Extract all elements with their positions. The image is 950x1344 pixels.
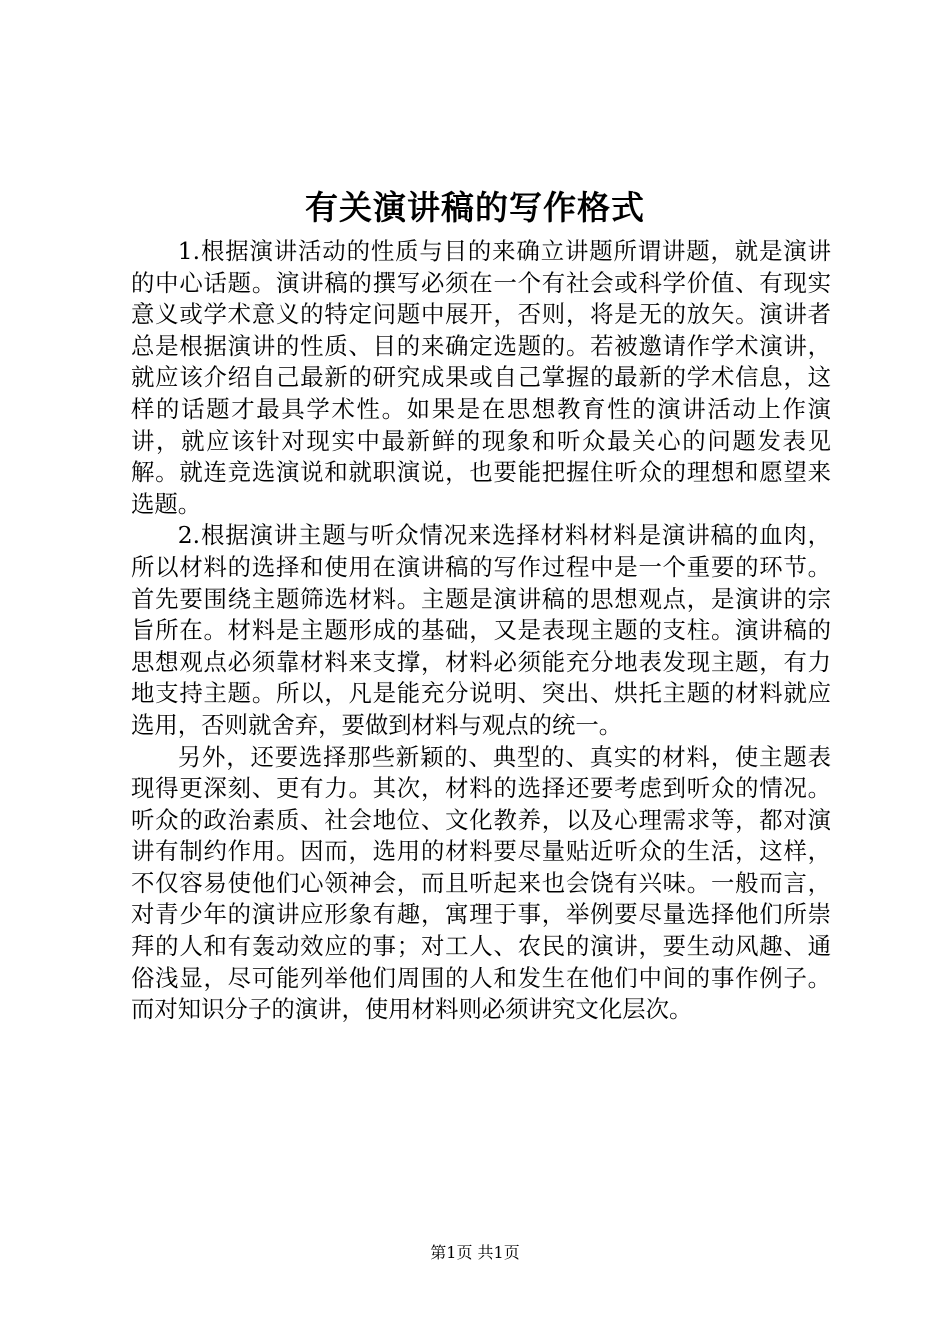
page-footer: 第1页 共1页 (430, 1243, 520, 1262)
paragraph-2: 2.根据演讲主题与听众情况来选择材料材料是演讲稿的血肉，所以材料的选择和使用在演讲稿的写作过程中是一个重要的环节。首先要围绕主题筛选材料。主题是演讲稿的思想观点，是演讲的宗旨所在。材料是主题形成的基础，又是表现主题的支柱。演讲稿的思想观点必须靠材料来支撑，材料必须能充分地表发现主题，有力地支持主题。所以，凡是能充分说明、突出、烘托主题的材料就应选用，否则就舍弃，要做到材料与观点的统一。 (131, 521, 831, 739)
paragraph-1: 1.根据演讲活动的性质与目的来确立讲题所谓讲题，就是演讲的中心话题。演讲稿的撰写必须在一个有社会或科学价值、有现实意义或学术意义的特定问题中展开，否则，将是无的放矢。演讲者总是根据演讲的性质、目的来确定选题的。若被邀请作学术演讲，就应该介绍自己最新的研究成果或自己掌握的最新的学术信息，这样的话题才最具学术性。如果是在思想教育性的演讲活动上作演讲，就应该针对现实中最新鲜的现象和听众最关心的问题发表见解。就连竞选演说和就职演说，也要能把握住听众的理想和愿望来选题。 (131, 237, 831, 518)
document-title: 有关演讲稿的写作格式 (305, 188, 645, 227)
document-body (131, 236, 831, 1026)
paragraph-3: 另外，还要选择那些新颖的、典型的、真实的材料，使主题表现得更深刻、更有力。其次，材料的选择还要考虑到听众的情况。听众的政治素质、社会地位、文化教养，以及心理需求等，都对演讲有制约作用。因而，选用的材料要尽量贴近听众的生活，这样，不仅容易使他们心领神会，而且听起来也会饶有兴味。一般而言，对青少年的演讲应形象有趣，寓理于事，举例要尽量选择他们所崇拜的人和有轰动效应的事；对工人、农民的演讲，要生动风趣、通俗浅显，尽可能列举他们周围的人和发生在他们中间的事作例子。而对知识分子的演讲，使用材料则必须讲究文化层次。 (131, 742, 831, 1024)
